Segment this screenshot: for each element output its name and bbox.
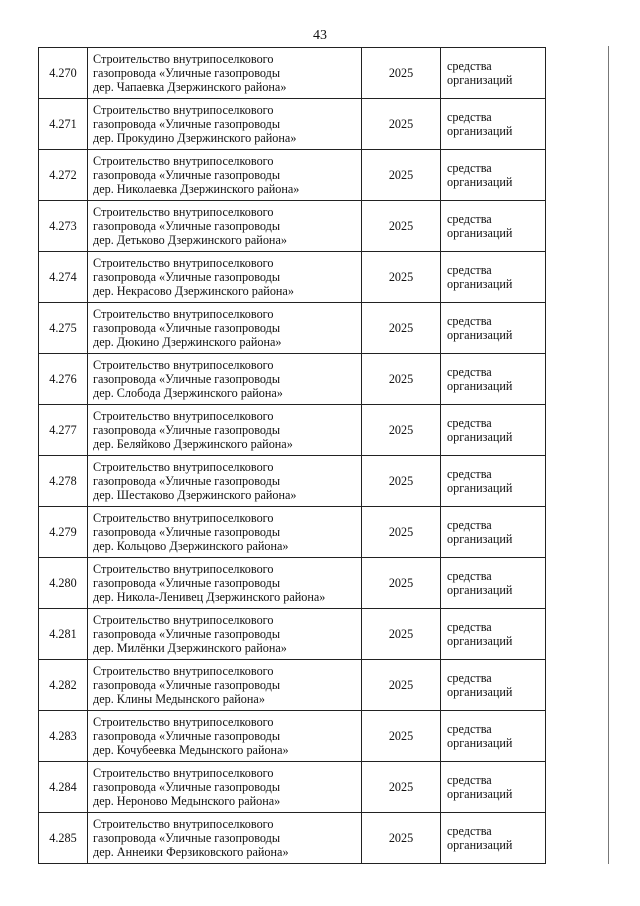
- funding-source-line: организаций: [447, 73, 513, 87]
- year-cell: 2025: [362, 48, 441, 99]
- project-name-cell: [88, 711, 362, 762]
- funding-source-line: средства: [447, 161, 492, 175]
- funding-source-cell: [441, 660, 546, 711]
- funding-source-line: средства: [447, 314, 492, 328]
- funding-source-line: организаций: [447, 430, 513, 444]
- project-name-line: Строительство внутрипоселкового: [93, 511, 274, 525]
- funding-source-line: средства: [447, 671, 492, 685]
- project-name-line: Строительство внутрипоселкового: [93, 256, 274, 270]
- table-row: [39, 201, 546, 252]
- funding-source-cell: [441, 762, 546, 813]
- table-row: [39, 252, 546, 303]
- project-name-line: газопровода «Уличные газопроводы: [93, 321, 281, 335]
- project-name-line: газопровода «Уличные газопроводы: [93, 525, 281, 539]
- year-cell: 2025: [362, 558, 441, 609]
- funding-source-line: организаций: [447, 481, 513, 495]
- item-number-cell: 4.285: [39, 813, 88, 864]
- year-cell: 2025: [362, 507, 441, 558]
- funding-source-cell: [441, 405, 546, 456]
- table-row: [39, 405, 546, 456]
- funding-source-line: средства: [447, 518, 492, 532]
- project-name-line: газопровода «Уличные газопроводы: [93, 627, 281, 641]
- project-name-cell: [88, 813, 362, 864]
- table-row: [39, 762, 546, 813]
- funding-source-line: средства: [447, 110, 492, 124]
- funding-source-cell: [441, 252, 546, 303]
- funding-source-cell: [441, 201, 546, 252]
- project-name-line: Строительство внутрипоселкового: [93, 562, 274, 576]
- item-number-cell: 4.272: [39, 150, 88, 201]
- item-number-cell: 4.277: [39, 405, 88, 456]
- project-name-line: дер. Чапаевка Дзержинского района»: [93, 80, 287, 94]
- funding-source-line: средства: [447, 620, 492, 634]
- project-name-line: дер. Никола-Ленивец Дзержинского района»: [93, 590, 326, 604]
- year-cell: 2025: [362, 762, 441, 813]
- funding-source-line: средства: [447, 773, 492, 787]
- item-number-cell: 4.276: [39, 354, 88, 405]
- funding-source-line: организаций: [447, 583, 513, 597]
- funding-source-line: средства: [447, 824, 492, 838]
- project-name-line: Строительство внутрипоселкового: [93, 817, 274, 831]
- project-name-line: газопровода «Уличные газопроводы: [93, 678, 281, 692]
- project-name-line: газопровода «Уличные газопроводы: [93, 168, 281, 182]
- table-row: [39, 711, 546, 762]
- page-number: 43: [313, 28, 327, 43]
- year-cell: 2025: [362, 354, 441, 405]
- funding-source-line: организаций: [447, 787, 513, 801]
- funding-source-cell: [441, 303, 546, 354]
- project-name-line: газопровода «Уличные газопроводы: [93, 423, 281, 437]
- item-number-cell: 4.270: [39, 48, 88, 99]
- project-name-line: Строительство внутрипоселкового: [93, 103, 274, 117]
- project-name-line: Строительство внутрипоселкового: [93, 307, 274, 321]
- funding-source-line: организаций: [447, 328, 513, 342]
- funding-source-line: организаций: [447, 379, 513, 393]
- year-cell: 2025: [362, 813, 441, 864]
- project-name-line: Строительство внутрипоселкового: [93, 154, 274, 168]
- item-number-cell: 4.275: [39, 303, 88, 354]
- project-name-line: дер. Прокудино Дзержинского района»: [93, 131, 297, 145]
- year-cell: 2025: [362, 405, 441, 456]
- funding-source-line: организаций: [447, 124, 513, 138]
- project-name-line: Строительство внутрипоселкового: [93, 409, 274, 423]
- year-cell: 2025: [362, 303, 441, 354]
- project-name-cell: [88, 609, 362, 660]
- item-number-cell: 4.283: [39, 711, 88, 762]
- project-name-cell: [88, 354, 362, 405]
- funding-source-cell: [441, 99, 546, 150]
- project-name-line: Строительство внутрипоселкового: [93, 664, 274, 678]
- project-name-line: газопровода «Уличные газопроводы: [93, 474, 281, 488]
- table-row: [39, 558, 546, 609]
- project-name-line: Строительство внутрипоселкового: [93, 358, 274, 372]
- funding-source-line: средства: [447, 59, 492, 73]
- project-name-line: газопровода «Уличные газопроводы: [93, 372, 281, 386]
- project-name-line: дер. Милёнки Дзержинского района»: [93, 641, 287, 655]
- project-name-line: газопровода «Уличные газопроводы: [93, 219, 281, 233]
- table-row: [39, 354, 546, 405]
- project-name-line: газопровода «Уличные газопроводы: [93, 831, 281, 845]
- funding-source-line: средства: [447, 416, 492, 430]
- project-name-line: дер. Николаевка Дзержинского района»: [93, 182, 300, 196]
- funding-source-line: организаций: [447, 175, 513, 189]
- funding-source-cell: [441, 609, 546, 660]
- item-number-cell: 4.279: [39, 507, 88, 558]
- project-name-cell: [88, 507, 362, 558]
- project-name-cell: [88, 762, 362, 813]
- table-row: [39, 456, 546, 507]
- item-number-cell: 4.278: [39, 456, 88, 507]
- table-row: [39, 99, 546, 150]
- project-name-line: газопровода «Уличные газопроводы: [93, 729, 281, 743]
- project-name-line: Строительство внутрипоселкового: [93, 205, 274, 219]
- table-body: [39, 48, 546, 864]
- project-name-line: Строительство внутрипоселкового: [93, 715, 274, 729]
- project-name-cell: [88, 558, 362, 609]
- project-name-line: дер. Кольцово Дзержинского района»: [93, 539, 289, 553]
- project-name-cell: [88, 405, 362, 456]
- funding-source-cell: [441, 507, 546, 558]
- registry-table: [38, 47, 546, 864]
- project-name-line: газопровода «Уличные газопроводы: [93, 780, 281, 794]
- item-number-cell: 4.284: [39, 762, 88, 813]
- table-row: [39, 507, 546, 558]
- project-name-cell: [88, 48, 362, 99]
- year-cell: 2025: [362, 252, 441, 303]
- project-name-line: дер. Слобода Дзержинского района»: [93, 386, 283, 400]
- project-name-line: газопровода «Уличные газопроводы: [93, 270, 281, 284]
- project-name-line: дер. Нероново Медынского района»: [93, 794, 281, 808]
- item-number-cell: 4.282: [39, 660, 88, 711]
- project-name-line: Строительство внутрипоселкового: [93, 460, 274, 474]
- funding-source-line: средства: [447, 569, 492, 583]
- year-cell: 2025: [362, 609, 441, 660]
- funding-source-line: средства: [447, 263, 492, 277]
- project-name-line: дер. Клины Медынского района»: [93, 692, 265, 706]
- funding-source-line: организаций: [447, 277, 513, 291]
- year-cell: 2025: [362, 201, 441, 252]
- item-number-cell: 4.271: [39, 99, 88, 150]
- year-cell: 2025: [362, 711, 441, 762]
- project-name-line: газопровода «Уличные газопроводы: [93, 66, 281, 80]
- project-name-line: дер. Некрасово Дзержинского района»: [93, 284, 294, 298]
- funding-source-line: организаций: [447, 838, 513, 852]
- funding-source-line: организаций: [447, 532, 513, 546]
- funding-source-line: средства: [447, 467, 492, 481]
- project-name-cell: [88, 252, 362, 303]
- project-name-line: Строительство внутрипоселкового: [93, 766, 274, 780]
- year-cell: 2025: [362, 99, 441, 150]
- funding-source-cell: [441, 813, 546, 864]
- funding-source-cell: [441, 456, 546, 507]
- funding-source-cell: [441, 558, 546, 609]
- item-number-cell: 4.273: [39, 201, 88, 252]
- funding-source-line: средства: [447, 365, 492, 379]
- funding-source-line: организаций: [447, 685, 513, 699]
- project-name-line: Строительство внутрипоселкового: [93, 613, 274, 627]
- table-row: [39, 150, 546, 201]
- project-name-line: газопровода «Уличные газопроводы: [93, 576, 281, 590]
- funding-source-line: средства: [447, 212, 492, 226]
- funding-source-line: организаций: [447, 634, 513, 648]
- project-name-cell: [88, 303, 362, 354]
- project-name-line: дер. Кочубеевка Медынского района»: [93, 743, 289, 757]
- scan-edge-line: [608, 46, 609, 864]
- project-name-cell: [88, 456, 362, 507]
- table-row: [39, 48, 546, 99]
- project-name-line: Строительство внутрипоселкового: [93, 52, 274, 66]
- table-row: [39, 813, 546, 864]
- project-name-line: дер. Шестаково Дзержинского района»: [93, 488, 297, 502]
- item-number-cell: 4.274: [39, 252, 88, 303]
- funding-source-cell: [441, 48, 546, 99]
- funding-source-line: организаций: [447, 226, 513, 240]
- project-name-line: дер. Беляйково Дзержинского района»: [93, 437, 293, 451]
- year-cell: 2025: [362, 456, 441, 507]
- table-row: [39, 660, 546, 711]
- funding-source-cell: [441, 354, 546, 405]
- item-number-cell: 4.280: [39, 558, 88, 609]
- project-name-line: дер. Дюкино Дзержинского района»: [93, 335, 282, 349]
- year-cell: 2025: [362, 150, 441, 201]
- project-name-cell: [88, 150, 362, 201]
- project-name-cell: [88, 201, 362, 252]
- year-cell: 2025: [362, 660, 441, 711]
- item-number-cell: 4.281: [39, 609, 88, 660]
- table-row: [39, 609, 546, 660]
- project-name-line: дер. Детьково Дзержинского района»: [93, 233, 287, 247]
- funding-source-line: организаций: [447, 736, 513, 750]
- project-name-cell: [88, 660, 362, 711]
- funding-source-cell: [441, 150, 546, 201]
- project-name-cell: [88, 99, 362, 150]
- project-name-line: дер. Аннеики Ферзиковского района»: [93, 845, 289, 859]
- table-row: [39, 303, 546, 354]
- funding-source-line: средства: [447, 722, 492, 736]
- funding-source-cell: [441, 711, 546, 762]
- project-name-line: газопровода «Уличные газопроводы: [93, 117, 281, 131]
